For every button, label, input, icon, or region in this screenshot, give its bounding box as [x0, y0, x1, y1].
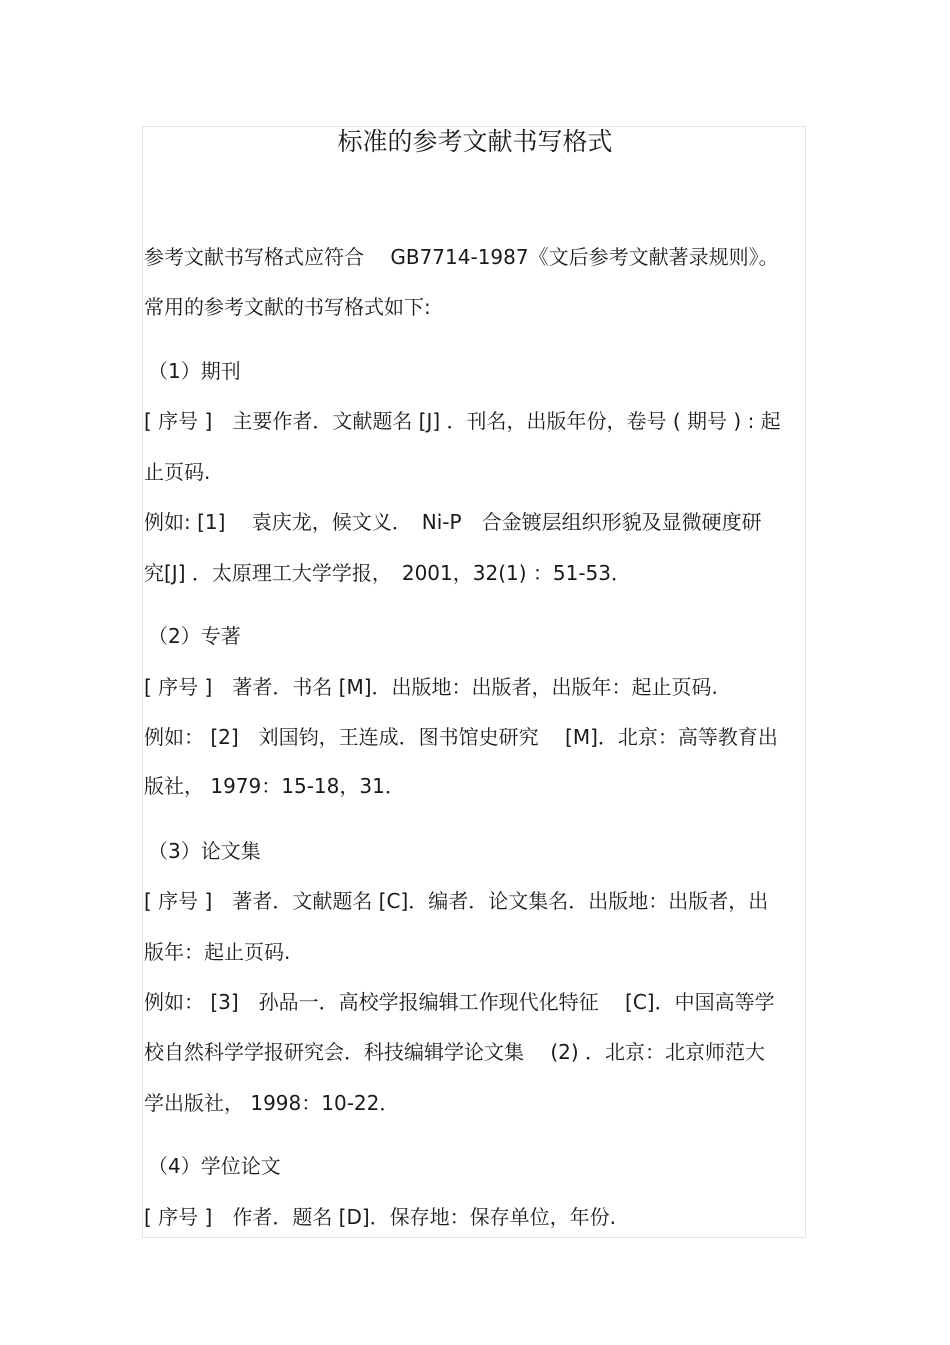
- format-line: [ 序号 ] 主要作者．文献题名 [J] ．刊名，出版年份，卷号 ( 期号 ) : 起: [144, 409, 781, 433]
- example-line: 校自然科学学报研究会．科技编辑学论文集 (2) ．北京：北京师范大: [144, 1040, 766, 1064]
- example-line: 究[J] ．太原理工大学学报， 2001，32(1) ：51-53．: [144, 561, 632, 585]
- format-line: [ 序号 ] 著者．文献题名 [C]．编者．论文集名．出版地：出版者，出: [144, 889, 769, 913]
- example-line: 例如: [1] 袁庆龙，候文义． Ni-P 合金镀层组织形貌及显微硬度研: [144, 510, 762, 534]
- section-heading: （1）期刊: [148, 359, 241, 383]
- section-heading: （3）论文集: [148, 839, 261, 863]
- example-line: 版社， 1979：15-18，31．: [144, 774, 405, 798]
- format-line: [ 序号 ] 作者．题名 [D]．保存地：保存单位，年份.: [144, 1205, 617, 1229]
- document-title: 标准的参考文献书写格式: [337, 127, 613, 156]
- example-line: 例如： [3] 孙品一．高校学报编辑工作现代化特征 [C]．中国高等学: [144, 990, 775, 1014]
- intro-line: 常用的参考文献的书写格式如下:: [144, 295, 431, 319]
- format-line: [ 序号 ] 著者．书名 [M]．出版地：出版者，出版年：起止页码.: [144, 675, 718, 699]
- example-line: 例如： [2] 刘国钧，王连成．图书馆史研究 [M]．北京：高等教育出: [144, 725, 778, 749]
- section-heading: （4）学位论文: [148, 1154, 281, 1178]
- intro-line: 参考文献书写格式应符合 GB7714-1987《文后参考文献著录规则》。: [144, 245, 779, 269]
- format-line: 止页码.: [144, 460, 211, 484]
- section-heading: （2）专著: [148, 624, 241, 648]
- example-line: 学出版社， 1998：10-22．: [144, 1091, 400, 1115]
- format-line: 版年：起止页码.: [144, 940, 291, 964]
